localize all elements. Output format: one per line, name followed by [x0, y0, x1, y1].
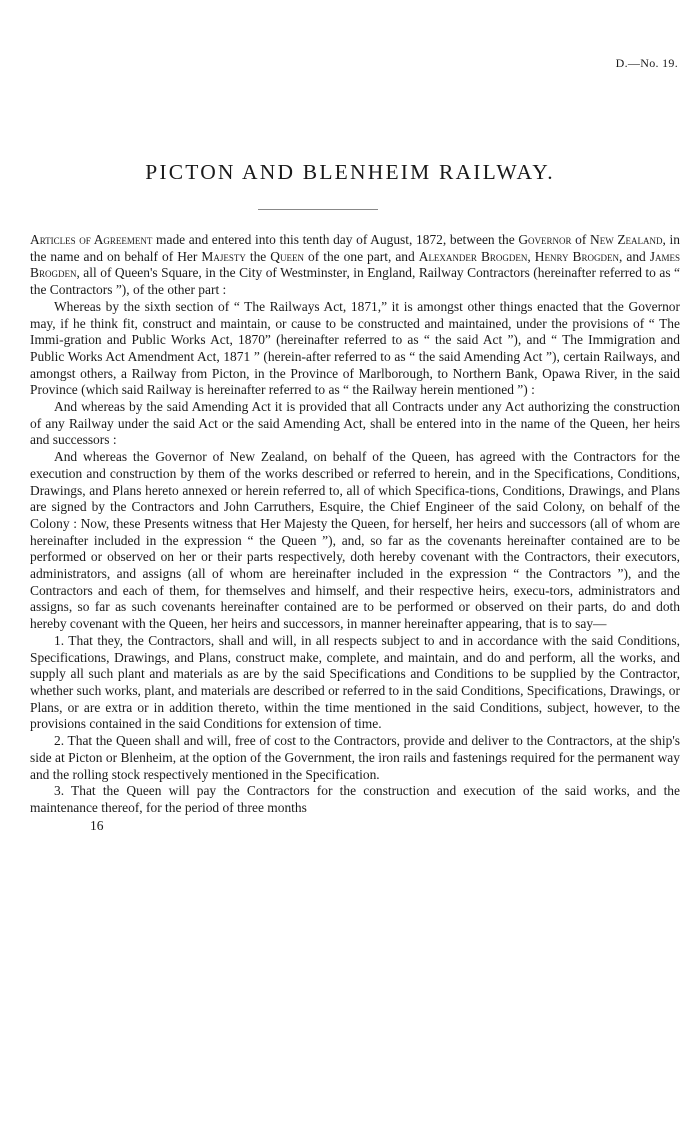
preamble-text: the	[245, 248, 271, 264]
preamble-text: ,	[527, 248, 535, 264]
articles-heading: Articles of Agreement	[30, 232, 153, 247]
party-name: Henry Brogden	[534, 248, 619, 264]
clause-paragraph: 1. That they, the Contractors, shall and will, in all respects subject to and in accordance with the said Conditions, Specifications, Drawings, and Plans, construct make, complete, and maintain, and do and perform, all the works, and supply all such plant and materials as are by the said Specifications and Conditions to be supplied by the Contractor, whether such works, plant, and materials are described or referred to in the said Conditions, Specifications, Drawings, or Plans, or are extra or in addition thereto, within the time mentioned in the said Conditions, subject, however, to the provisions contained in the said Conditions for extension of time.	[30, 632, 680, 732]
title-divider	[258, 209, 378, 210]
new-zealand-term: New Zealand	[590, 232, 663, 247]
preamble-text: of the one part, and	[303, 248, 419, 264]
preamble-text: of	[571, 232, 591, 247]
clause-paragraph: 2. That the Queen shall and will, free of cost to the Contractors, provide and deliver to the Contractors, at the ship's side at Picton or Blenheim, at the option of the Government, the iron rails and fastenings required for the permanent way and the rolling stock respectively mentioned in the Specification.	[30, 733, 680, 782]
queen-term: Queen	[270, 248, 304, 264]
document-reference: D.—No. 19.	[615, 56, 678, 70]
preamble-paragraph	[30, 232, 680, 299]
party-name: Alexander Brogden	[418, 248, 528, 264]
recital-paragraph: And whereas the Governor of New Zealand, on behalf of the Queen, has agreed with the Contractors for the execution and construction by them of the works described or referred to herein, and in the Specifications, Conditions, Drawings, and Plans hereto annexed or herein referred to, all of which Specifica-tions, Conditions, Drawings, and Plans are signed by the Contractors and John Carruthers, Esquire, the Chief Engineer of the said Colony, on behalf of the Colony : Now, these Presents witness that Her Majesty the Queen, for herself, her heirs and successors (all of whom are hereinafter included in the expression “ the Queen ”), and, so far as the covenants hereinafter contained are to be performed or observed on her or their parts respectively, doth hereby covenant with the Contractors, their executors, administrators, and assigns (all of whom are hereinafter included in the expression “ the Contractors ”), and the Contractors and each of them, for themselves and himself, and their respective heirs, execu-tors, administrators and assigns, so far as such covenants hereinafter contained are to be performed or observed on their parts, do and doth hereby covenant with the Queen, her heirs and successors, in manner hereinafter appearing, that is to say—	[30, 449, 680, 632]
preamble-text: , and	[618, 248, 650, 264]
preamble-text: , in the name and on behalf of Her	[30, 232, 680, 264]
recital-paragraph: Whereas by the sixth section of “ The Railways Act, 1871,” it is amongst other things enacted that the Governor may, if he think fit, construct and maintain, or cause to be constructed and maintained, under the provisions of “ The Immi-gration and Public Works Act, 1870” (hereinafter referred to as “ the said Act ”), and “ The Immigration and Public Works Act Amendment Act, 1871 ” (herein-after referred to as “ the said Amending Act ”), certain Railways, and amongst others, a Railway from Picton, in the Province of Marlborough, to Northern Bank, Opawa River, in the said Province (which said Railway is hereinafter referred to as “ the Railway herein mentioned ”) :	[30, 298, 680, 398]
governor-term: Governor	[518, 232, 572, 247]
preamble-text: , all of Queen's Square, in the City of Westminster, in England, Railway Contractors (hereinafter referred to as “ the Contractors ”), of the other part :	[30, 265, 680, 298]
majesty-term: Majesty	[201, 248, 246, 264]
clause-paragraph: 3. That the Queen will pay the Contractors for the construction and execution of the said works, and the maintenance thereof, for the period of three months	[30, 783, 680, 815]
document-body	[30, 232, 680, 817]
page-title: PICTON AND BLENHEIM RAILWAY.	[145, 160, 555, 184]
party-name: James Brogden	[30, 248, 681, 281]
recital-paragraph: And whereas by the said Amending Act it is provided that all Contracts under any Act authorizing the construction of any Railway under the said Act or the said Amending Act, shall be entered into in the name of the Queen, her heirs and successors :	[30, 399, 680, 448]
preamble-text: made and entered into this tenth day of August, 1872, between the	[152, 232, 519, 247]
page-number: 16	[90, 818, 104, 833]
